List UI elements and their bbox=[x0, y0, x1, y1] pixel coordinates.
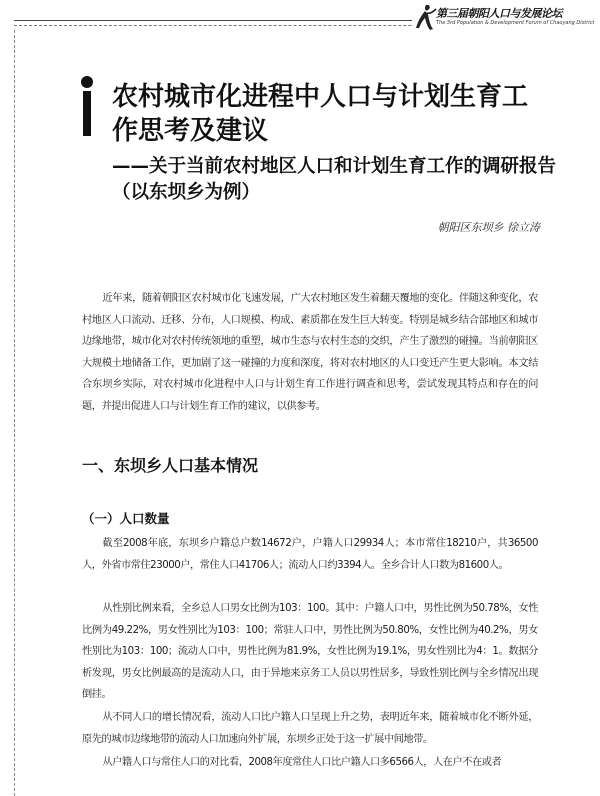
page-edge bbox=[14, 30, 15, 796]
section-heading: 一、东坝乡人口基本情况 bbox=[82, 456, 259, 475]
article-author: 朝阳区东坝乡 徐立涛 bbox=[437, 221, 540, 234]
logo-title: 第三届朝阳人口与发展论坛 bbox=[436, 7, 562, 20]
body-paragraph: 从性别比例来看，全乡总人口男女比例为103：100。其中：户籍人口中，男性比例为50.78%，女性比例为49.22%，男女性别比为103：100；常驻人口中，男性比例为50.80%，女性比例为40.2%，男女性别比为103：100；流动人口中，男性比例为81.9%，女性比例为19.1%，男女性别比为4：1。数据分析发现，男女比例最高的是流动人口，由于异地来京务工人员以男性居多，导致性别比例与全乡情况出现倒挂。 bbox=[82, 603, 538, 700]
title-marker-icon bbox=[80, 76, 94, 136]
body-paragraph: 从户籍人口与常住人口的对比看，2008年度常住人口比户籍人口多6566人，人在户不在或者 bbox=[102, 757, 502, 768]
body-paragraph: 从不同人口的增长情况看，流动人口比户籍人口呈现上升之势，表明近年来，随着城市化不断外延，原先的城市边缘地带的流动人口加速向外扩展，东坝乡正处于这一扩展中间地带。 bbox=[82, 712, 538, 745]
subsection-heading: （一）人口数量 bbox=[82, 511, 170, 526]
forum-logo bbox=[412, 2, 595, 32]
logo-subtitle: The 3rd Population & Development Forum of Chaoyang District bbox=[436, 20, 595, 26]
intro-paragraph: 近年来，随着朝阳区农村城市化飞速发展，广大农村地区发生着翻天覆地的变化。伴随这种变化，农村地区人口流动、迁移、分布，人口规模、构成、素质都在发生巨大转变。特别是城乡结合部地区和城市边缘地带，城市化对农村传统领地的重塑，城市生态与农村生态的交织，产生了激烈的碰撞。当前朝阳区大规模土地储备工作，更加剧了这一碰撞的力度和深度，将对农村地区的人口变迁产生更大影响。本文结合东坝乡实际，对农村城市化进程中人口与计划生育工作进行调查和思考，尝试发现其特点和存在的问题，并提出促进人口与计划生育工作的建议，以供参考。 bbox=[82, 293, 538, 412]
article-title: 农村城市化进程中人口与计划生育工作思考及建议 bbox=[112, 82, 529, 146]
figure-icon bbox=[412, 2, 438, 32]
article-subtitle: ——关于当前农村地区人口和计划生育工作的调研报告（以东坝乡为例） bbox=[112, 156, 557, 203]
body-paragraph: 截至2008年底，东坝乡户籍总户数14672户，户籍人口29934人；本市常住18210户，共36500人，外省市常住23000户，常住人口41706人；流动人口约3394人。全乡合计人口数为81600人。 bbox=[82, 538, 538, 571]
